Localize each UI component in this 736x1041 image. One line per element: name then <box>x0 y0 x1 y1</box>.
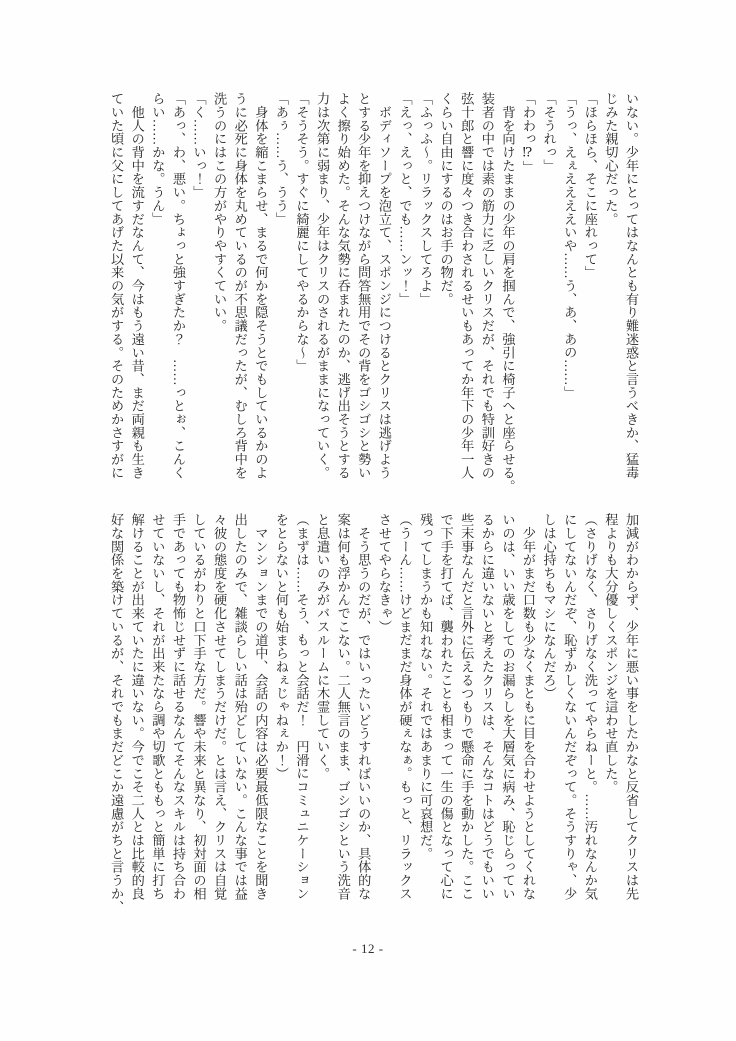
text-line: 「そうれっ」 <box>541 92 557 173</box>
text-line: 出したのみで、雑談らしい話は殆どしていない。こんな事では益 <box>232 513 248 901</box>
text-line: 些末事なんだと言外に伝えるつもりで懸命に手を動かした。ここ <box>459 513 475 901</box>
text-line: をとらないと何も始まらねぇじゃねぇか！） <box>273 513 289 780</box>
text-block-top <box>105 92 641 498</box>
text-line: じみた親切心だった。 <box>603 92 619 226</box>
text-line: るからに違いないと考えたクリスは、そんなコトはどうでもいい <box>479 513 495 901</box>
text-line: 背を向けたままの少年の肩を掴んで、強引に椅子へと座らせる。 <box>500 92 516 493</box>
text-line: 加減がわからず、少年に悪い事をしたかなと反省してクリスは先 <box>624 513 639 901</box>
text-line: 案は何も浮かんでこない。二人無言のまま、ゴシゴシという洗音 <box>335 513 351 901</box>
text-line: らい……かな。うん」 <box>150 92 166 226</box>
text-line: （まずは……そう、もっと会話だ！ 円滑にコミュニケーション <box>294 513 310 901</box>
text-line: させてやらなきゃ） <box>376 513 392 634</box>
text-line: しは心持ちもマシになんだろ） <box>541 513 557 700</box>
text-line: と息遣いのみがバスルームに木霊していく。 <box>315 513 331 780</box>
text-line: 力は次第に弱まり、少年はクリスのされるがままになっていく。 <box>315 92 331 480</box>
text-line: 「わわっ⁉」 <box>521 92 537 174</box>
text-line: 「ふっふ〜。リラックスしてろよ」 <box>418 92 434 306</box>
text-line: で下手を打てば、襲われたことも相まって一生の傷となって心に <box>438 513 454 901</box>
text-line: ボディソープを泡立て、スポンジにつけるとクリスは逃げよう <box>376 92 392 480</box>
text-line: 解けることが出来ていたに違いない。今でこそ二人とは比較的良 <box>129 513 145 901</box>
text-line: （さりげなく、さりげなく洗ってやらねーと。……汚れなんか気 <box>582 513 598 901</box>
text-line: いない。少年にとってはなんとも有り難迷惑と言うべきか、猛毒 <box>624 92 639 480</box>
text-line: 好な関係を築けているが、それでもまだどこか遠慮がちと言うか、 <box>109 513 125 914</box>
text-line: 洗うのにはこの方がやりやすくていい。 <box>212 92 228 333</box>
text-line: 「あぅ……う、うう」 <box>273 92 289 226</box>
text-line: 「く……いっ！」 <box>191 92 207 199</box>
text-line: よく擦り始めた。そんな気勢に呑まれたのか、逃げ出そうとする <box>335 92 351 480</box>
text-line: 弦十郎と響に度々つき合わされるせいもあってか年下の少年一人 <box>459 92 475 480</box>
text-line: 手であっても物怖じせずに話せるなんてそんなスキルは持ち合わ <box>170 513 186 901</box>
text-line: いのは、いい歳をしてのお漏らしを大層気に病み、恥じらってい <box>500 513 516 901</box>
text-line: とする少年を抑えつけながら問答無用でその背をゴシゴシと勢い <box>356 92 372 480</box>
text-line: マンションまでの道中、会話の内容は必要最低限なことを聞き <box>253 513 269 901</box>
text-line: 程よりも大分優しくスポンジを這わせ直した。 <box>603 513 619 794</box>
text-line: （うーん……けどまだまだ身体が硬ぇなぁ。もっと、リラックス <box>397 513 413 901</box>
text-line: 残ってしまうかも知れない。それではあまりに可哀想だ。 <box>418 513 434 861</box>
text-line: 少年がまだ口数も少なくまともに目を合わせようとしてくれな <box>521 513 537 901</box>
text-line: そう思うのだが、ではいったいどうすればいいのか、具体的な <box>356 513 372 901</box>
page-number: - 12 - <box>352 941 384 956</box>
text-line: 「ほらほら、そこに座れって」 <box>582 92 598 279</box>
text-line: 身体を縮こまらせ、まるで何かを隠そうとでもしているかのよ <box>253 92 269 480</box>
text-line: 「えっ、えっと、でも……ンッ！」 <box>397 92 413 306</box>
text-line: くらい自由にするのはお手の物だ。 <box>438 92 454 306</box>
text-line: 「あっ、わ、悪い。ちょっと強すぎたか？ ……っとぉ、こんく <box>170 92 186 480</box>
text-line: 々彼の態度を硬化させてしまうだけだ。とは言え、クリスは自覚 <box>212 513 228 901</box>
text-block-bottom <box>105 513 641 919</box>
text-line: ていた頃に父にしてあげた以来の気がする。そのためかさすがに <box>109 92 125 480</box>
text-line: せていないし、それが出来たなら調や切歌とももっと簡単に打ち <box>150 513 166 901</box>
text-line: しているがわりと口下手な方だ。響や未来と異なり、初対面の相 <box>191 513 207 901</box>
text-line: 「うっ、えぇええええいや……う、あ、あの……」 <box>562 92 578 399</box>
text-line: 「そうそう。すぐに綺麗にしてやるからな〜」 <box>294 92 310 373</box>
text-line: 他人の背中を流すだなんて、今はもう遠い昔、まだ両親も生き <box>129 92 145 480</box>
text-line: にしてないんだぞ、恥ずかしくないんだぞって。そうすりゃ、少 <box>562 513 578 901</box>
text-line: うに必死に身体を丸めているのが不思議だったが、むしろ背中を <box>232 92 248 480</box>
text-line: 装者の中では素の筋力に乏しいクリスだが、それでも特訓好きの <box>479 92 495 480</box>
